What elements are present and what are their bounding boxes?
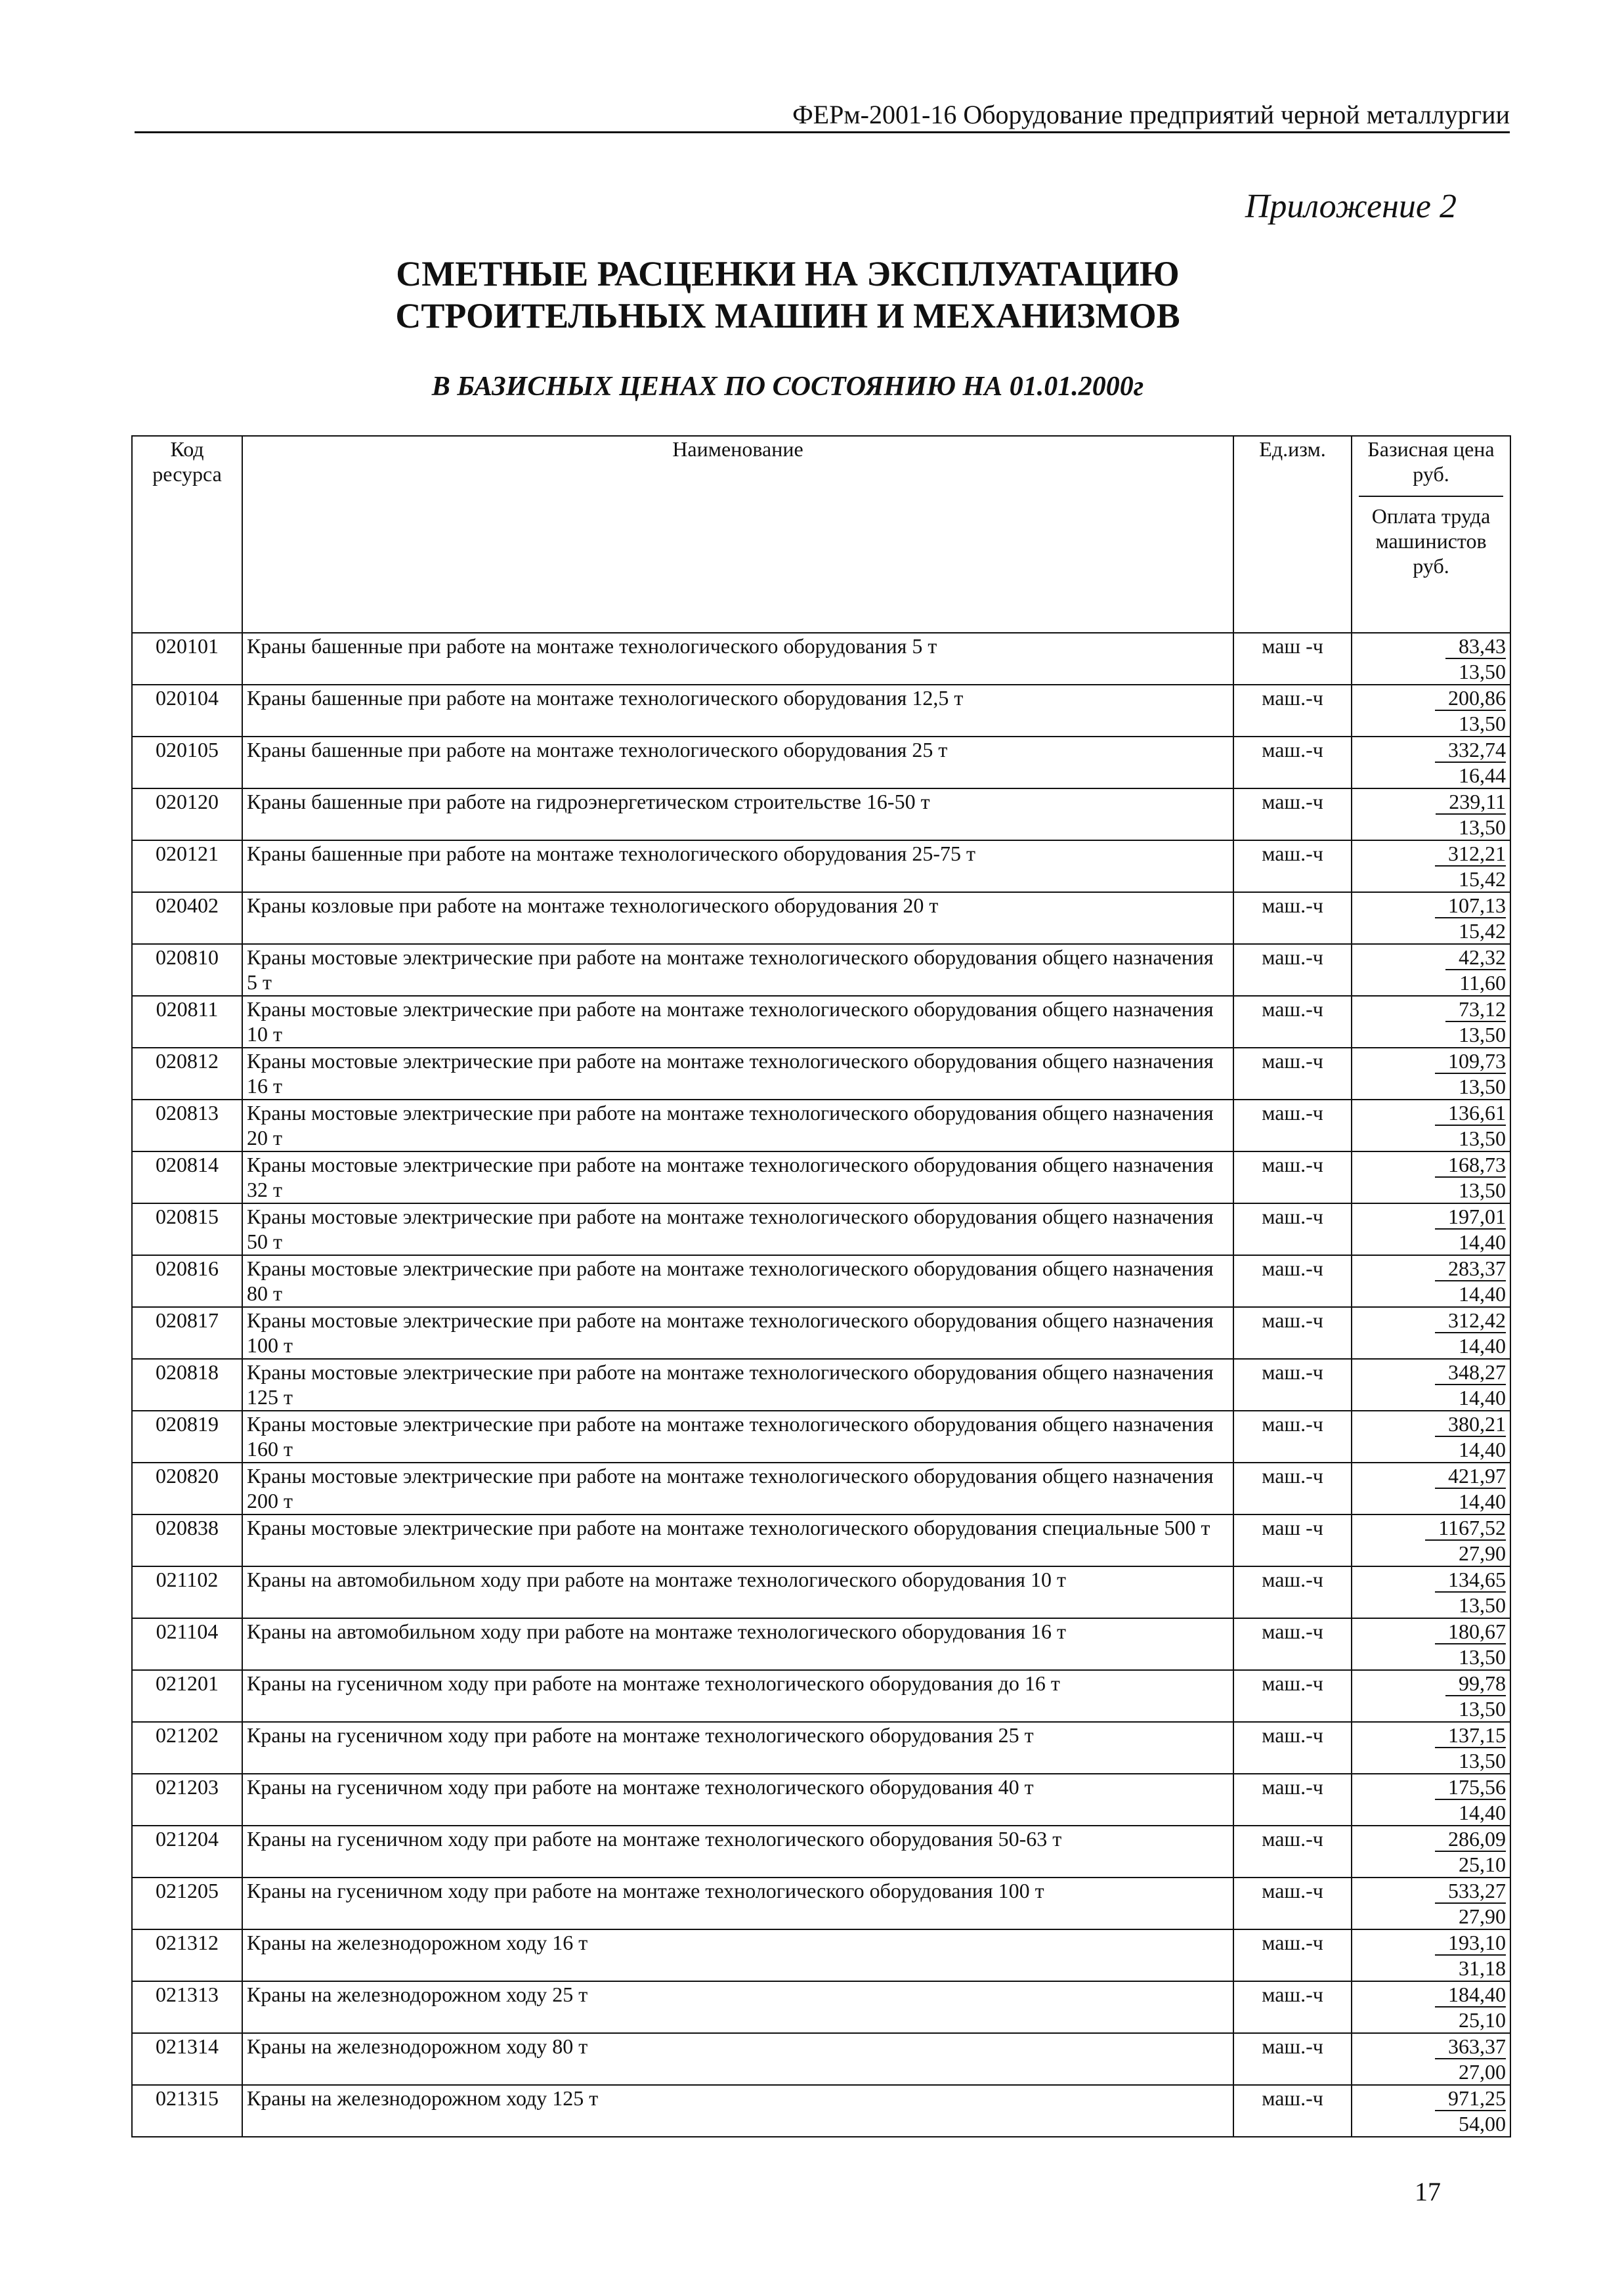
operator-wage: 27,90	[1459, 1541, 1506, 1565]
resource-code: 020817	[132, 1307, 242, 1359]
operator-wage: 13,50	[1459, 712, 1506, 735]
resource-code: 021104	[132, 1618, 242, 1670]
unit-of-measure: маш.-ч	[1233, 1359, 1352, 1411]
resource-name: Краны мостовые электрические при работе на монтаже технологического оборудования общего назначения 160 т	[242, 1411, 1233, 1463]
operator-wage: 14,40	[1459, 1801, 1506, 1824]
column-header-wage: Оплата труда машинистов руб.	[1371, 504, 1491, 578]
base-price: 283,37	[1435, 1256, 1506, 1281]
unit-of-measure: маш.-ч	[1233, 1411, 1352, 1463]
price-cell	[1352, 1722, 1510, 1774]
price-cell	[1352, 1411, 1510, 1463]
resource-name: Краны на гусеничном ходу при работе на монтаже технологического оборудования 25 т	[242, 1722, 1233, 1774]
table-row	[132, 1722, 1510, 1774]
resource-name: Краны мостовые электрические при работе на монтаже технологического оборудования общего назначения 32 т	[242, 1151, 1233, 1203]
resource-code: 020101	[132, 633, 242, 685]
base-price: 107,13	[1435, 893, 1506, 918]
resource-name: Краны на железнодорожном ходу 80 т	[242, 2033, 1233, 2085]
base-price: 83,43	[1445, 634, 1506, 659]
price-cell	[1352, 1514, 1510, 1566]
table-row	[132, 1307, 1510, 1359]
page-subtitle: В БАЗИСНЫХ ЦЕНАХ ПО СОСТОЯНИЮ НА 01.01.2000г	[431, 372, 1144, 402]
resource-name: Краны на гусеничном ходу при работе на монтаже технологического оборудования до 16 т	[242, 1670, 1233, 1722]
unit-of-measure: маш.-ч	[1233, 1203, 1352, 1255]
base-price: 363,37	[1435, 2034, 1506, 2059]
price-cell	[1352, 737, 1510, 788]
operator-wage: 25,10	[1459, 1853, 1506, 1876]
operator-wage: 14,40	[1459, 1438, 1506, 1461]
base-price: 200,86	[1435, 686, 1506, 711]
resource-code: 020816	[132, 1255, 242, 1307]
unit-of-measure: маш.-ч	[1233, 944, 1352, 996]
resource-name: Краны на гусеничном ходу при работе на монтаже технологического оборудования 40 т	[242, 1774, 1233, 1826]
resource-code: 021203	[132, 1774, 242, 1826]
unit-of-measure: маш.-ч	[1233, 1670, 1352, 1722]
operator-wage: 14,40	[1459, 1386, 1506, 1409]
column-header-base-price: Базисная цена руб.	[1359, 437, 1503, 497]
table-row	[132, 1878, 1510, 1929]
base-price: 193,10	[1435, 1931, 1506, 1956]
unit-of-measure: маш -ч	[1233, 633, 1352, 685]
price-cell	[1352, 1566, 1510, 1618]
table-row	[132, 1100, 1510, 1151]
operator-wage: 25,10	[1459, 2008, 1506, 2032]
resource-name: Краны мостовые электрические при работе на монтаже технологического оборудования общего назначения 5 т	[242, 944, 1233, 996]
table-row	[132, 685, 1510, 737]
unit-of-measure: маш.-ч	[1233, 1618, 1352, 1670]
operator-wage: 11,60	[1459, 971, 1506, 995]
table-row	[132, 737, 1510, 788]
table-header-row	[132, 436, 1510, 633]
base-price: 421,97	[1435, 1464, 1506, 1489]
unit-of-measure: маш.-ч	[1233, 1722, 1352, 1774]
price-cell	[1352, 996, 1510, 1048]
base-price: 533,27	[1435, 1879, 1506, 1904]
page-number: 17	[1415, 2177, 1441, 2206]
base-price: 971,25	[1435, 2086, 1506, 2111]
resource-name: Краны мостовые электрические при работе на монтаже технологического оборудования специальные 500 т	[242, 1514, 1233, 1566]
price-cell	[1352, 633, 1510, 685]
resource-code: 020105	[132, 737, 242, 788]
resource-code: 020402	[132, 892, 242, 944]
operator-wage: 27,90	[1459, 1904, 1506, 1928]
price-cell	[1352, 1255, 1510, 1307]
unit-of-measure: маш.-ч	[1233, 737, 1352, 788]
page-title	[394, 253, 1182, 337]
table-row	[132, 944, 1510, 996]
resource-name: Краны на гусеничном ходу при работе на монтаже технологического оборудования 100 т	[242, 1878, 1233, 1929]
price-cell	[1352, 2085, 1510, 2137]
resource-name: Краны мостовые электрические при работе на монтаже технологического оборудования общего назначения 80 т	[242, 1255, 1233, 1307]
price-cell	[1352, 1774, 1510, 1826]
table-row	[132, 1151, 1510, 1203]
operator-wage: 13,50	[1459, 1075, 1506, 1098]
base-price: 134,65	[1435, 1568, 1506, 1593]
base-price: 239,11	[1436, 790, 1506, 815]
table-row	[132, 788, 1510, 840]
base-price: 73,12	[1445, 997, 1506, 1022]
base-price: 1167,52	[1425, 1516, 1506, 1541]
resource-name: Краны на железнодорожном ходу 16 т	[242, 1929, 1233, 1981]
column-header-unit: Ед.изм.	[1233, 436, 1352, 633]
resource-name: Краны башенные при работе на монтаже технологического оборудования 25-75 т	[242, 840, 1233, 892]
resource-code: 020120	[132, 788, 242, 840]
unit-of-measure: маш.-ч	[1233, 1100, 1352, 1151]
base-price: 380,21	[1435, 1412, 1506, 1437]
unit-of-measure: маш.-ч	[1233, 1566, 1352, 1618]
unit-of-measure: маш.-ч	[1233, 892, 1352, 944]
base-price: 312,42	[1435, 1308, 1506, 1333]
rates-table	[131, 435, 1511, 2137]
resource-code: 021315	[132, 2085, 242, 2137]
resource-name: Краны на гусеничном ходу при работе на монтаже технологического оборудования 50-63 т	[242, 1826, 1233, 1878]
base-price: 312,21	[1435, 842, 1506, 867]
base-price: 184,40	[1435, 1983, 1506, 2008]
resource-code: 020820	[132, 1463, 242, 1514]
operator-wage: 15,42	[1459, 867, 1506, 891]
resource-name: Краны башенные при работе на монтаже технологического оборудования 12,5 т	[242, 685, 1233, 737]
resource-code: 021312	[132, 1929, 242, 1981]
base-price: 168,73	[1435, 1153, 1506, 1178]
base-price: 175,56	[1435, 1775, 1506, 1800]
price-cell	[1352, 1307, 1510, 1359]
unit-of-measure: маш.-ч	[1233, 1463, 1352, 1514]
table-row	[132, 1048, 1510, 1100]
table-row	[132, 1255, 1510, 1307]
resource-code: 020819	[132, 1411, 242, 1463]
table-row	[132, 892, 1510, 944]
operator-wage: 16,44	[1459, 763, 1506, 787]
price-cell	[1352, 840, 1510, 892]
operator-wage: 14,40	[1459, 1334, 1506, 1358]
resource-name: Краны мостовые электрические при работе на монтаже технологического оборудования общего назначения 20 т	[242, 1100, 1233, 1151]
price-cell	[1352, 1618, 1510, 1670]
operator-wage: 54,00	[1459, 2112, 1506, 2136]
operator-wage: 14,40	[1459, 1230, 1506, 1254]
table-row	[132, 1670, 1510, 1722]
price-cell	[1352, 944, 1510, 996]
resource-code: 020812	[132, 1048, 242, 1100]
price-cell	[1352, 1670, 1510, 1722]
resource-code: 020811	[132, 996, 242, 1048]
resource-code: 020814	[132, 1151, 242, 1203]
table-row	[132, 1929, 1510, 1981]
column-header-name: Наименование	[242, 436, 1233, 633]
resource-name: Краны мостовые электрические при работе на монтаже технологического оборудования общего назначения 200 т	[242, 1463, 1233, 1514]
operator-wage: 13,50	[1459, 1593, 1506, 1617]
price-cell	[1352, 2033, 1510, 2085]
base-price: 180,67	[1435, 1620, 1506, 1644]
operator-wage: 27,00	[1459, 2060, 1506, 2084]
operator-wage: 13,50	[1459, 1749, 1506, 1772]
unit-of-measure: маш.-ч	[1233, 840, 1352, 892]
operator-wage: 13,50	[1459, 1697, 1506, 1721]
price-cell	[1352, 788, 1510, 840]
resource-name: Краны на автомобильном ходу при работе на монтаже технологического оборудования 16 т	[242, 1618, 1233, 1670]
unit-of-measure: маш.-ч	[1233, 1774, 1352, 1826]
title-line-1: СМЕТНЫЕ РАСЦЕНКИ НА ЭКСПЛУАТАЦИЮ	[396, 254, 1180, 293]
resource-code: 020104	[132, 685, 242, 737]
table-row	[132, 1203, 1510, 1255]
table-row	[132, 1774, 1510, 1826]
price-cell	[1352, 1826, 1510, 1878]
resource-name: Краны на железнодорожном ходу 125 т	[242, 2085, 1233, 2137]
table-row	[132, 840, 1510, 892]
resource-name: Краны мостовые электрические при работе на монтаже технологического оборудования общего назначения 100 т	[242, 1307, 1233, 1359]
price-cell	[1352, 1100, 1510, 1151]
base-price: 99,78	[1445, 1671, 1506, 1696]
resource-name: Краны мостовые электрические при работе на монтаже технологического оборудования общего назначения 125 т	[242, 1359, 1233, 1411]
base-price: 136,61	[1435, 1101, 1506, 1126]
table-body	[132, 633, 1510, 2137]
base-price: 197,01	[1435, 1205, 1506, 1230]
price-cell	[1352, 1048, 1510, 1100]
price-cell	[1352, 1359, 1510, 1411]
table-row	[132, 1618, 1510, 1670]
operator-wage: 13,50	[1459, 660, 1506, 683]
table-row	[132, 633, 1510, 685]
operator-wage: 14,40	[1459, 1490, 1506, 1513]
resource-name: Краны башенные при работе на монтаже технологического оборудования 25 т	[242, 737, 1233, 788]
resource-code: 021313	[132, 1981, 242, 2033]
base-price: 42,32	[1445, 945, 1506, 970]
base-price: 286,09	[1435, 1827, 1506, 1852]
base-price: 109,73	[1435, 1049, 1506, 1074]
operator-wage: 14,40	[1459, 1282, 1506, 1306]
resource-code: 021201	[132, 1670, 242, 1722]
resource-code: 020838	[132, 1514, 242, 1566]
operator-wage: 13,50	[1459, 1645, 1506, 1669]
price-cell	[1352, 1463, 1510, 1514]
operator-wage: 15,42	[1459, 919, 1506, 943]
table-row	[132, 1514, 1510, 1566]
base-price: 137,15	[1435, 1723, 1506, 1748]
unit-of-measure: маш.-ч	[1233, 1826, 1352, 1878]
resource-code: 021102	[132, 1566, 242, 1618]
running-header: ФЕРм-2001-16 Оборудование предприятий черной металлургии	[135, 98, 1510, 133]
resource-code: 021314	[132, 2033, 242, 2085]
resource-code: 020815	[132, 1203, 242, 1255]
table-row	[132, 2033, 1510, 2085]
operator-wage: 13,50	[1459, 1178, 1506, 1202]
base-price: 348,27	[1435, 1360, 1506, 1385]
unit-of-measure: маш -ч	[1233, 1514, 1352, 1566]
unit-of-measure: маш.-ч	[1233, 1151, 1352, 1203]
resource-name: Краны башенные при работе на гидроэнергетическом строительстве 16-50 т	[242, 788, 1233, 840]
resource-code: 020813	[132, 1100, 242, 1151]
unit-of-measure: маш.-ч	[1233, 1255, 1352, 1307]
price-cell	[1352, 1981, 1510, 2033]
resource-code: 020818	[132, 1359, 242, 1411]
operator-wage: 13,50	[1459, 1127, 1506, 1150]
table-row	[132, 1981, 1510, 2033]
resource-code: 021202	[132, 1722, 242, 1774]
table-row	[132, 2085, 1510, 2137]
unit-of-measure: маш.-ч	[1233, 1307, 1352, 1359]
resource-code: 020810	[132, 944, 242, 996]
price-cell	[1352, 892, 1510, 944]
unit-of-measure: маш.-ч	[1233, 2085, 1352, 2137]
base-price: 332,74	[1435, 738, 1506, 763]
operator-wage: 13,50	[1459, 815, 1506, 839]
unit-of-measure: маш.-ч	[1233, 996, 1352, 1048]
price-cell	[1352, 685, 1510, 737]
title-line-2: СТРОИТЕЛЬНЫХ МАШИН И МЕХАНИЗМОВ	[395, 296, 1180, 335]
unit-of-measure: маш.-ч	[1233, 1878, 1352, 1929]
unit-of-measure: маш.-ч	[1233, 1048, 1352, 1100]
unit-of-measure: маш.-ч	[1233, 1981, 1352, 2033]
table-row	[132, 1826, 1510, 1878]
resource-name: Краны козловые при работе на монтаже технологического оборудования 20 т	[242, 892, 1233, 944]
table-row	[132, 1566, 1510, 1618]
table-row	[132, 1359, 1510, 1411]
table-row	[132, 1411, 1510, 1463]
resource-code: 020121	[132, 840, 242, 892]
appendix-label: Приложение 2	[1245, 188, 1457, 225]
resource-name: Краны башенные при работе на монтаже технологического оборудования 5 т	[242, 633, 1233, 685]
price-cell	[1352, 1878, 1510, 1929]
unit-of-measure: маш.-ч	[1233, 788, 1352, 840]
resource-name: Краны мостовые электрические при работе на монтаже технологического оборудования общего назначения 16 т	[242, 1048, 1233, 1100]
operator-wage: 31,18	[1459, 1956, 1506, 1980]
table-row	[132, 1463, 1510, 1514]
price-cell	[1352, 1203, 1510, 1255]
price-cell	[1352, 1151, 1510, 1203]
resource-code: 021204	[132, 1826, 242, 1878]
resource-name: Краны мостовые электрические при работе на монтаже технологического оборудования общего назначения 10 т	[242, 996, 1233, 1048]
column-header-price	[1352, 436, 1510, 633]
price-cell	[1352, 1929, 1510, 1981]
unit-of-measure: маш.-ч	[1233, 685, 1352, 737]
resource-name: Краны на автомобильном ходу при работе на монтаже технологического оборудования 10 т	[242, 1566, 1233, 1618]
resource-name: Краны мостовые электрические при работе на монтаже технологического оборудования общего назначения 50 т	[242, 1203, 1233, 1255]
column-header-code: Код ресурса	[132, 436, 242, 633]
unit-of-measure: маш.-ч	[1233, 1929, 1352, 1981]
operator-wage: 13,50	[1459, 1023, 1506, 1046]
resource-code: 021205	[132, 1878, 242, 1929]
unit-of-measure: маш.-ч	[1233, 2033, 1352, 2085]
resource-name: Краны на железнодорожном ходу 25 т	[242, 1981, 1233, 2033]
table-row	[132, 996, 1510, 1048]
